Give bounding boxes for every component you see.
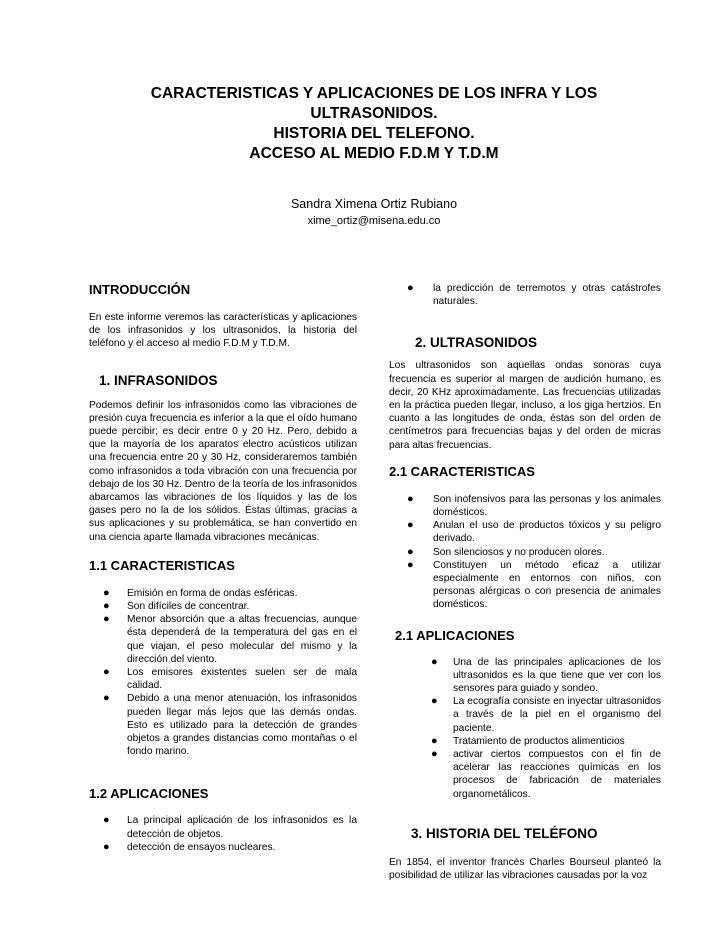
list-item <box>89 841 357 854</box>
list-item <box>89 692 357 758</box>
telefono-heading: 3. HISTORIA DEL TELÉFONO <box>411 825 598 841</box>
aplicaciones-2-heading: 2.1 APLICACIONES <box>395 627 515 643</box>
list-item-text: Menor absorción que a altas frecuencias, aunque ésta dependerá de la temperatura del gas en el que viajan, el peso molecular del mismo y la dirección del viento. <box>127 614 357 665</box>
list-item-text: la predicción de terremotos y otras catástrofes naturales. <box>433 283 661 308</box>
list-item-text: Debido a una menor atenuación, los infrasonidos pueden llegar más lejos que las demás ondas. Esto es utilizado para la detección de grandes objetos a grandes distancias como montañas o el fondo marino. <box>127 693 357 758</box>
list-item <box>89 587 357 600</box>
list-item-text: La ecografía consiste en inyectar ultrasonidos a través de la piel en el organismo del paciente. <box>453 696 661 734</box>
list-item <box>389 735 661 748</box>
list-item-text: detección de ensayos nucleares. <box>127 841 276 853</box>
list-item <box>389 748 661 801</box>
list-item <box>89 600 357 613</box>
list-item-text: Constituyen un método eficaz a utilizar especialmente en entornos con niños, con personas alérgicas o con presencia de animales domésticos. <box>433 559 661 611</box>
bullet-icon: ● <box>431 655 438 668</box>
list-item-text: Son inofensivos para las personas y los animales domésticos. <box>433 493 661 519</box>
author-email: xime_ortiz@misena.edu.co <box>307 215 441 227</box>
caracteristicas-2-list <box>389 493 661 612</box>
bullet-icon: ● <box>103 840 110 853</box>
bullet-icon: ● <box>103 600 110 613</box>
ultrasonidos-heading: 2. ULTRASONIDOS <box>415 335 538 351</box>
list-item <box>389 559 661 612</box>
infrasonidos-paragraph: Podemos definir los infrasonidos como las vibraciones de presión cuya frecuencia es inferior a la que el oído humano puede percibir; es decir entre 0 y 20 Hz. Pero, debido a que la mayoría de los aparatos electro acústicos utilizan una frecuencia entre 20 y 30 Hz, consideraremos también como infrasonidos a toda vibración con una frecuencia por debajo de los 30 Hz. Dentro de la teoría de los infrasonidos abarcamos las vibraciones de los líquidos y las de los gases pero no la de los sólidos. Éstas últimas, gracias a sus aplicaciones y su problemática, se han convertido en una ciencia aparte llamada vibraciones mecánicas. <box>89 399 357 543</box>
paper-title <box>60 84 688 164</box>
caracteristicas-1-heading: 1.1 CARACTERISTICAS <box>89 557 235 573</box>
title-line: ULTRASONIDOS. <box>310 105 438 122</box>
bullet-icon: ● <box>407 282 414 294</box>
aplicaciones-1-heading: 1.2 APLICACIONES <box>89 786 209 802</box>
title-line: HISTORIA DEL TELEFONO. <box>273 125 475 142</box>
list-item-text: Una de las principales aplicaciones de los ultrasonidos es la que tiene que ver con los sensores para guiado y sondeo. <box>453 656 661 695</box>
bullet-icon: ● <box>407 492 414 505</box>
list-item-text: Tratamiento de productos alimenticios <box>453 735 625 747</box>
author-name: Sandra Ximena Ortiz Rubiano <box>290 197 458 211</box>
bullet-icon: ● <box>103 586 110 599</box>
list-item <box>89 613 357 666</box>
ultrasonidos-paragraph: Los ultrasonidos son aquellas ondas sonoras cuya frecuencia es superior al margen de audición humano, es decir, 20 KHz aproximadamente. Las frecuencias utilizadas en la práctica pueden llegar, incluso, a los giga hertzios. En cuanto a las longitudes de onda, éstas son del orden de centímetros para frecuencias bajas y del orden de micras para altas frecuencias. <box>389 360 661 451</box>
list-item <box>89 814 357 840</box>
bullet-icon: ● <box>407 519 414 532</box>
list-item-text: Los emisores existentes suelen ser de mala calidad. <box>127 667 357 692</box>
list-item-text: activar ciertos compuestos con el fin de acelerar las reacciones químicas en los procesos de fabricación de materiales organometálicos. <box>453 749 661 800</box>
list-item-text: Son difíciles de concentrar. <box>127 601 250 613</box>
list-item <box>389 695 661 735</box>
left-column <box>89 282 357 854</box>
intro-paragraph: En este informe veremos las características y aplicaciones de los infrasonidos y los ultrasonidos, la historia del teléfono y el acceso al medio F.D.M y T.D.M. <box>89 312 357 350</box>
list-item <box>389 493 661 519</box>
caracteristicas-2-heading: 2.1 CARACTERISTICAS <box>389 463 535 479</box>
bullet-icon: ● <box>431 748 438 761</box>
bullet-icon: ● <box>103 613 110 626</box>
title-line: CARACTERISTICAS Y APLICACIONES DE LOS INFRA Y LOS <box>150 85 598 102</box>
list-item-text: Anulan el uso de productos tóxicos y su peligro derivado. <box>433 520 661 545</box>
bullet-icon: ● <box>103 666 110 679</box>
list-item-text: Son silenciosos y no producen olores. <box>433 546 605 558</box>
caracteristicas-1-list <box>89 587 357 759</box>
bullet-icon: ● <box>103 814 110 827</box>
aplicaciones-1-list <box>89 814 357 854</box>
list-item <box>389 546 661 559</box>
intro-heading: INTRODUCCIÓN <box>89 282 191 297</box>
list-item <box>389 519 661 545</box>
bullet-icon: ● <box>407 545 414 558</box>
right-column <box>389 282 661 882</box>
list-item <box>89 666 357 692</box>
aplicaciones-1-list-continued <box>389 282 661 308</box>
bullet-icon: ● <box>407 558 414 571</box>
list-item <box>389 656 661 696</box>
title-line: ACCESO AL MEDIO F.D.M Y T.D.M <box>249 145 499 162</box>
telefono-paragraph: En 1854, el inventor francés Charles Bourseul planteó la posibilidad de utilizar las vibraciones causadas por la voz <box>389 856 661 882</box>
list-item-text: Emisión en forma de ondas esféricas. <box>127 587 298 599</box>
aplicaciones-2-list <box>389 656 661 801</box>
list-item <box>389 282 661 308</box>
list-item-text: La principal aplicación de los infrasonidos es la detección de objetos. <box>127 815 357 840</box>
bullet-icon: ● <box>103 692 110 705</box>
bullet-icon: ● <box>431 695 438 708</box>
bullet-icon: ● <box>431 734 438 747</box>
infrasonidos-heading: 1. INFRASONIDOS <box>99 372 218 388</box>
